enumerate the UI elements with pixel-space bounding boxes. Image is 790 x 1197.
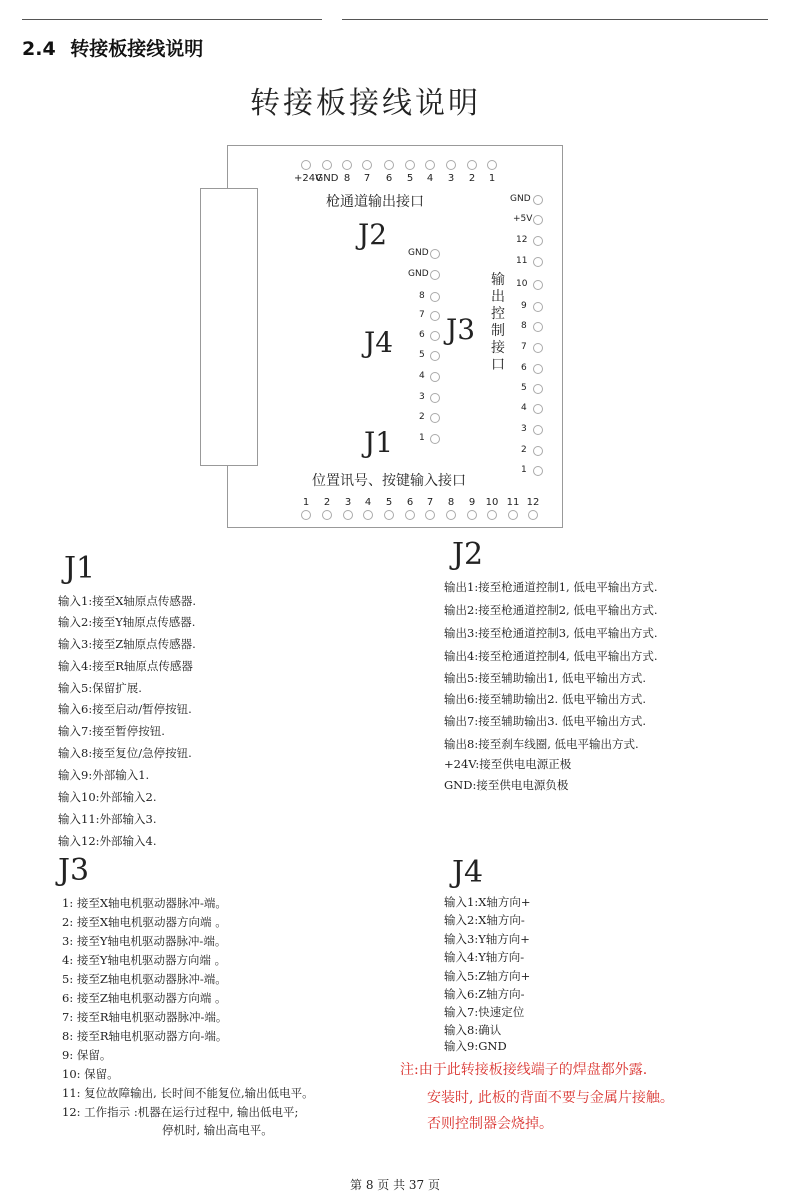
bottom-pin-label: 4 [364,497,372,508]
right-pin-label: 10 [516,279,528,289]
text-line: 1: 接至X轴电机驱动器脉冲-端。 [62,896,227,910]
pin-hole [301,510,311,520]
mid-pin-label: 7 [419,310,425,320]
pin-hole [384,160,394,170]
text-line: 输入10:外部输入2. [58,790,157,804]
pin-hole [533,404,543,414]
pin-hole [343,510,353,520]
text-line: 输入4:Y轴方向- [444,950,525,964]
text-line: 5: 接至Z轴电机驱动器脉冲-端。 [62,972,227,986]
right-caption-char: 出 [491,289,505,305]
pin-hole [363,510,373,520]
top-caption: 枪通道输出接口 [326,194,424,210]
text-line: 输入3:接至Z轴原点传感器. [58,637,196,651]
top-pin-label: 2 [468,173,476,184]
j2-section-heading: J2 [452,537,484,572]
pin-hole [533,280,543,290]
section-heading [22,34,203,61]
pin-hole [362,160,372,170]
text-line: 输入1:接至X轴原点传感器. [58,594,197,608]
note-line: 注:由于此转接板接线端子的焊盘都外露. [400,1062,648,1078]
right-caption-char: 输 [491,272,505,288]
text-line: 输入4:接至R轴原点传感器 [58,659,193,673]
bottom-pin-label: 8 [447,497,455,508]
pin-hole [533,466,543,476]
text-line: 输入5:Z轴方向+ [444,969,531,983]
text-line: 输入11:外部输入3. [58,812,157,826]
j3-section-heading: J3 [58,853,90,888]
pin-hole [467,160,477,170]
pin-hole [430,351,440,361]
text-line: 3: 接至Y轴电机驱动器脉冲-端。 [62,934,227,948]
right-pin-label: 6 [521,363,527,373]
top-pin-label: GND [315,173,339,184]
text-line: 9: 保留。 [62,1048,112,1062]
text-line: 输入6:接至启动/暂停按钮. [58,702,192,716]
bottom-pin-label: 1 [302,497,310,508]
pin-hole [430,270,440,280]
right-caption-char: 口 [491,357,505,373]
note-line: 否则控制器会烧掉。 [427,1116,553,1132]
right-pin-label: 3 [521,424,527,434]
top-pin-label: 3 [447,173,455,184]
bottom-pin-label: 6 [406,497,414,508]
bottom-pin-label: 10 [485,497,499,508]
text-line: 输入7:接至暂停按钮. [58,724,165,738]
pin-hole [430,393,440,403]
right-pin-label: 8 [521,321,527,331]
pin-hole [533,215,543,225]
text-line: 输出2:接至枪通道控制2, 低电平输出方式. [444,603,658,617]
text-line: 停机时, 输出高电平。 [162,1123,273,1137]
text-line: 输出5:接至辅助输出1, 低电平输出方式. [444,671,646,685]
right-caption-char: 制 [491,323,505,339]
pin-hole [430,292,440,302]
mid-pin-label: GND [408,269,429,279]
pin-hole [533,446,543,456]
pin-hole [533,364,543,374]
j1-section-heading: J1 [64,551,96,586]
pin-hole [528,510,538,520]
pin-hole [533,425,543,435]
right-pin-label: 5 [521,383,527,393]
text-line: GND:接至供电电源负极 [444,778,569,792]
top-pin-label: 8 [343,173,351,184]
text-line: 输出1:接至枪通道控制1, 低电平输出方式. [444,580,658,594]
text-line: 输入7:快速定位 [444,1005,525,1019]
right-pin-label: 12 [516,235,528,245]
mid-pin-label: 5 [419,350,425,360]
right-pin-label: +5V [513,214,533,224]
top-pin-label: 5 [406,173,414,184]
bottom-pin-label: 11 [506,497,520,508]
text-line: 输入9:外部输入1. [58,768,150,782]
bottom-pin-label: 5 [385,497,393,508]
text-line: 输入12:外部输入4. [58,834,157,848]
bottom-caption: 位置讯号、按键输入接口 [312,473,466,489]
diagram-title: 转接板接线说明 [250,86,481,121]
text-line: 输入2:接至Y轴原点传感器. [58,615,196,629]
pin-hole [425,160,435,170]
top-pin-label: +24V [294,173,322,184]
mid-pin-label: 6 [419,330,425,340]
top-rule-right [342,19,768,20]
text-line: 输入1:X轴方向+ [444,895,531,909]
right-pin-label: 2 [521,445,527,455]
text-line: 输出4:接至枪通道控制4, 低电平输出方式. [444,649,658,663]
right-caption [490,272,506,374]
pin-hole [342,160,352,170]
top-rule [22,19,322,20]
text-line: 输出8:接至刹车线圈, 低电平输出方式. [444,737,639,751]
top-pin-label: 1 [488,173,496,184]
board-side-connector [200,188,258,466]
pin-hole [425,510,435,520]
text-line: 输出3:接至枪通道控制3, 低电平输出方式. [444,626,658,640]
pin-hole [533,195,543,205]
pin-hole [487,510,497,520]
text-line: 10: 保留。 [62,1067,119,1081]
right-pin-label: 1 [521,465,527,475]
mid-pin-label: 8 [419,291,425,301]
pin-hole [430,413,440,423]
text-line: 12: 工作指示 :机器在运行过程中, 输出低电平; [62,1105,299,1119]
j4-label: J4 [364,326,394,359]
pin-hole [533,236,543,246]
mid-pin-label: 4 [419,371,425,381]
pin-hole [508,510,518,520]
mid-pin-label: 2 [419,412,425,422]
pin-hole [322,160,332,170]
pin-hole [467,510,477,520]
text-line: 2: 接至X轴电机驱动器方向端 。 [62,915,227,929]
right-pin-label: 11 [516,256,528,266]
pin-hole [533,384,543,394]
section-title: 转接板接线说明 [70,38,204,60]
right-pin-label: 9 [521,301,527,311]
text-line: 输出6:接至辅助输出2. 低电平输出方式. [444,692,646,706]
pin-hole [301,160,311,170]
note-line: 安装时, 此板的背面不要与金属片接触。 [427,1090,674,1106]
section-number: 2.4 [22,38,56,60]
text-line: 输入2:X轴方向- [444,913,525,927]
right-pin-label: 7 [521,342,527,352]
bottom-pin-label: 3 [344,497,352,508]
top-pin-label: 4 [426,173,434,184]
mid-pin-label: 1 [419,433,425,443]
right-caption-char: 控 [491,306,505,322]
text-line: 8: 接至R轴电机驱动器方向-端。 [62,1029,228,1043]
text-line: 6: 接至Z轴电机驱动器方向端 。 [62,991,227,1005]
j4-section-heading: J4 [452,855,484,890]
text-line: 7: 接至R轴电机驱动器脉冲-端。 [62,1010,228,1024]
top-pin-label: 7 [363,173,371,184]
bottom-pin-label: 12 [526,497,540,508]
mid-pin-label: GND [408,248,429,258]
right-pin-label: GND [510,194,531,204]
text-line: 输出7:接至辅助输出3. 低电平输出方式. [444,714,646,728]
bottom-pin-label: 2 [323,497,331,508]
text-line: 11: 复位故障输出, 长时间不能复位,输出低电平。 [62,1086,314,1100]
text-line: 输入8:确认 [444,1023,502,1037]
pin-hole [487,160,497,170]
mid-pin-label: 3 [419,392,425,402]
right-pin-label: 4 [521,403,527,413]
pin-hole [446,160,456,170]
pin-hole [430,249,440,259]
text-line: +24V:接至供电电源正极 [444,757,572,771]
text-line: 输入6:Z轴方向- [444,987,525,1001]
text-line: 输入8:接至复位/急停按钮. [58,746,192,760]
bottom-pin-label: 7 [426,497,434,508]
j2-label: J2 [358,218,388,251]
pin-hole [430,331,440,341]
pin-hole [384,510,394,520]
j3-label: J3 [446,313,476,346]
pin-hole [533,343,543,353]
pin-hole [322,510,332,520]
top-pin-label: 6 [385,173,393,184]
pin-hole [533,302,543,312]
j1-label: J1 [364,426,394,459]
pin-hole [405,510,415,520]
pin-hole [533,322,543,332]
pin-hole [446,510,456,520]
pin-hole [430,372,440,382]
pin-hole [533,257,543,267]
text-line: 4: 接至Y轴电机驱动器方向端 。 [62,953,227,967]
right-caption-char: 接 [491,340,505,356]
bottom-pin-label: 9 [468,497,476,508]
pin-hole [405,160,415,170]
text-line: 输入5:保留扩展. [58,681,142,695]
pin-hole [430,434,440,444]
text-line: 输入3:Y轴方向+ [444,932,530,946]
pin-hole [430,311,440,321]
text-line: 输入9:GND [444,1039,507,1053]
page-footer: 第 8 页 共 37 页 [350,1178,440,1192]
